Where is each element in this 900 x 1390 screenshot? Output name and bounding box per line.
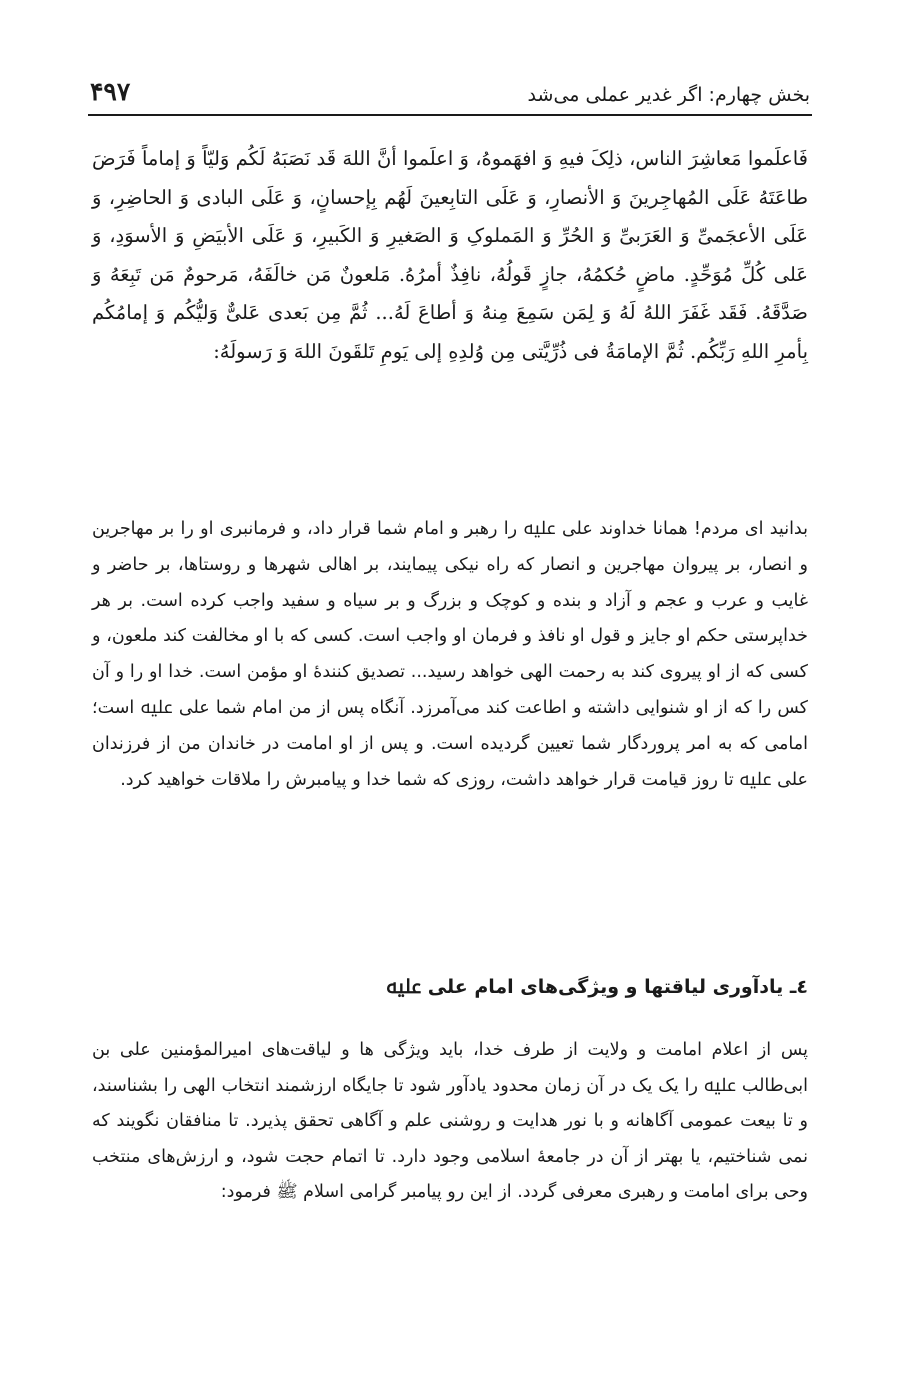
section-body [92, 1033, 808, 1211]
translation-block [92, 512, 808, 798]
running-title: بخش چهارم: اگر غدیر عملی می‌شد [527, 84, 810, 106]
page-header [90, 66, 810, 106]
section-heading: ٤ـ یادآوری لیاقتها و ویژگی‌های امام علی ﷷ [386, 976, 808, 998]
header-divider [88, 114, 812, 116]
section-paragraph: پس از اعلام امامت و ولایت از طرف خدا، باید ویژگی ها و لیاقت‌های امیرالمؤمنین علی بن ابی‌طالب ﷷ را یک یک در آن زمان محدود یادآور شود تا جایگاه ارزشمند انتخاب الهی را بشناسند، و تا بیعت عمومی آگاهانه و با نور هدایت و روشنی علم و آگاهی تحقق پذیرد. تا منافقان نگویند که نمی شناختیم، یا بهتر از آن در جامعهٔ اسلامی وجود دارد. تا اتمام حجت شود، و ارزش‌های منتخب وحی برای امامت و رهبری معرفی گردد. از این رو پیامبر گرامی اسلام ﷺ فرمود: [92, 1040, 808, 1202]
page-number: ۴۹۷ [90, 77, 131, 106]
arabic-quote-block [92, 140, 808, 372]
arabic-quote: فَاعلَموا مَعاشِرَ الناس، ذلِکَ فیهِ وَ افهَموهُ، وَ اعلَموا أنَّ اللهَ قَد نَصَبَهُ لَکُم وَلیّاً وَ إماماً فَرَضَ طاعَتَهُ عَلَی المُهاجِرینَ وَ الأنصارِ، وَ عَلَی التابِعینَ لَهُم بِإحسانٍ، وَ عَلَی البادی وَ الحاضِرِ، وَ عَلَی الأعجَمیِّ وَ العَرَبیِّ وَ الحُرِّ وَ المَملوکِ وَ الصَغیرِ وَ الکَبیرِ، وَ عَلَی الأبیَضِ وَ الأسوَدِ، وَ عَلی کُلِّ مُوَحِّدٍ. ماضٍ حُکمُهُ، جازٍ قَولُهُ، نافِذٌ أمرُهُ. مَلعونٌ مَن خالَفَهُ، مَرحومٌ مَن تَبِعَهُ وَ صَدَّقَهُ. فَقَد غَفَرَ اللهُ لَهُ وَ لِمَن سَمِعَ مِنهُ وَ أطاعَ لَهُ... ثُمَّ مِن بَعدی عَلیٌّ وَلیُّکُم وَ إمامُکُم بِأمرِ اللهِ رَبِّکُم. ثُمَّ الإمامَةُ فی ذُرِّیَّتی مِن وُلدِهِ إلی یَومِ تَلقَونَ اللهَ وَ رَسولَهُ: [92, 147, 808, 363]
persian-translation: بدانید ای مردم! همانا خداوند علی ﷷ را رهبر و امام شما قرار داد، و فرمانبری او را بر مهاجرین و انصار، بر پیروان مهاجرین و انصار که راه نیکی پیمایند، بر اهالی شهرها و روستاها، بر حاضر و غایب و عرب و عجم و آزاد و بنده و کوچک و بزرگ و بر سیاه و سفید واجب کرده است. بر هر خداپرستی حکم او جایز و قول او نافذ و فرمان او واجب است. کسی که با او مخالفت کند ملعون، و کسی که از او پیروی کند به رحمت الهی خواهد رسید... تصدیق کنندهٔ او مؤمن است. خدا او را و آن کس را که از او شنوایی داشته و اطاعت کند می‌آمرزد. آنگاه پس از من امام شما علی ﷷ است؛ امامی که به امر پروردگار شما تعیین گردیده است. و پس از او امامت در خاندان من از فرزندان علی ﷷ تا روز قیامت قرار خواهد داشت، روزی که شما خدا و پیامبرش را ملاقات خواهید کرد. [92, 519, 808, 790]
